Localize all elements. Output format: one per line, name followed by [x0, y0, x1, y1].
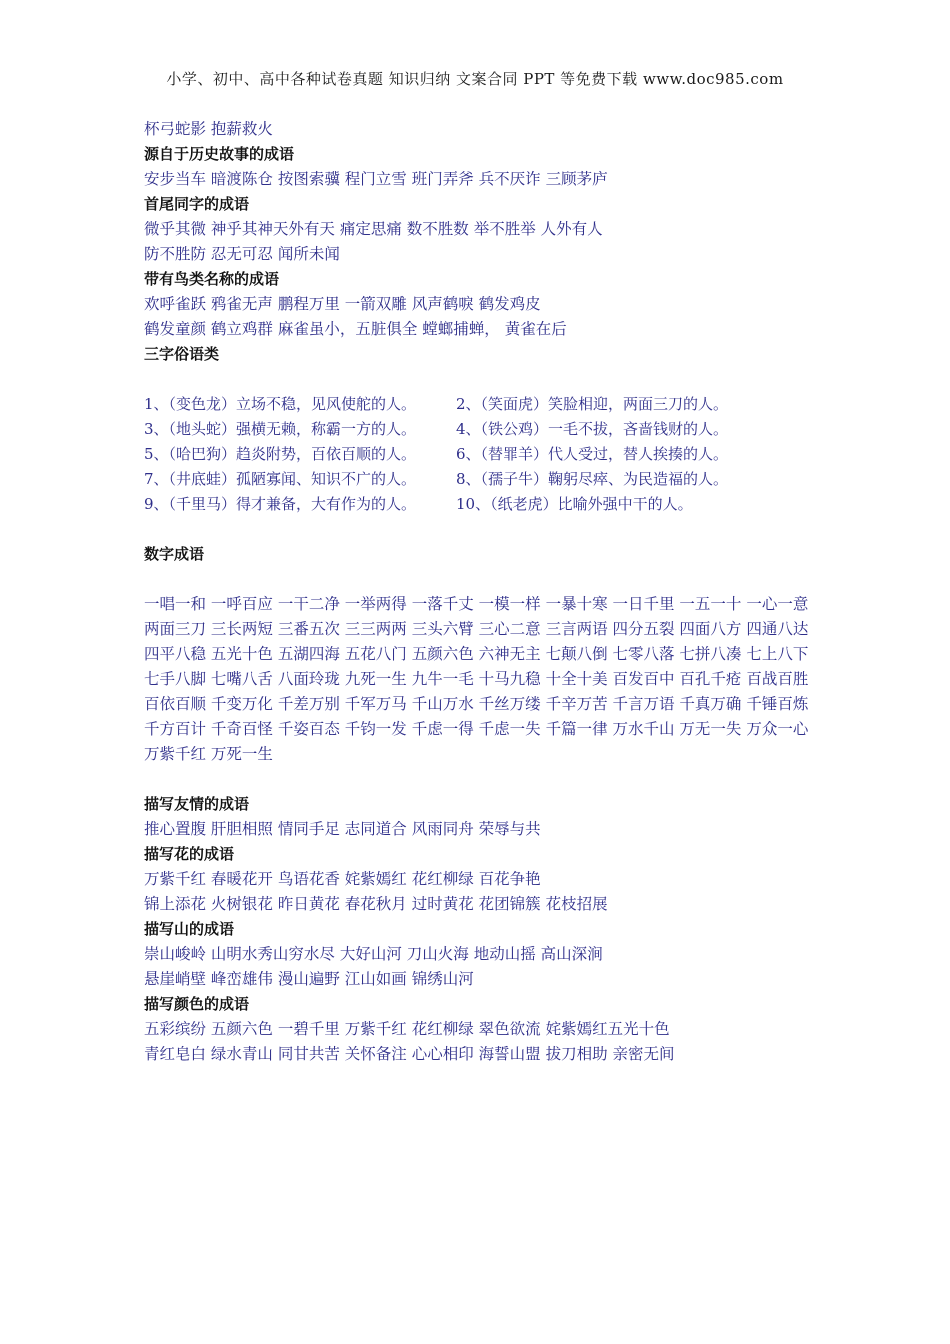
- saying-row: [144, 392, 809, 417]
- idiom-paragraph: 百依百顺 千变万化 千差万别 千军万马 千山万水 千丝万缕 千辛万苦 千言万语 千真万确 千锤百炼: [144, 695, 809, 713]
- saying-item: 9、（千里马）得才兼备，大有作为的人。: [144, 495, 417, 513]
- idiom-line: 防不胜防 忍无可忍 闻所未闻: [144, 245, 340, 263]
- section-heading-birds: 带有鸟类名称的成语: [144, 270, 280, 288]
- saying-item: 6、（替罪羊）代人受过，替人挨揍的人。: [456, 445, 729, 463]
- saying-item: 2、（笑面虎）笑脸相迎，两面三刀的人。: [456, 395, 729, 413]
- saying-item: 3、（地头蛇）强横无赖，称霸一方的人。: [144, 420, 417, 438]
- saying-item: 5、（哈巴狗）趋炎附势，百依百顺的人。: [144, 445, 417, 463]
- document-body: [144, 117, 809, 1067]
- section-heading-friendship: 描写友情的成语: [144, 795, 250, 813]
- spacer: [144, 367, 809, 392]
- saying-item: 7、（井底蛙）孤陋寡闻、知识不广的人。: [144, 470, 417, 488]
- saying-row: [144, 467, 809, 492]
- idiom-line: 推心置腹 肝胆相照 情同手足 志同道合 风雨同舟 荣辱与共: [144, 820, 541, 838]
- idiom-paragraph: 七手八脚 七嘴八舌 八面玲珑 九死一生 九牛一毛 十马九稳 十全十美 百发百中 百孔千疮 百战百胜: [144, 670, 809, 688]
- saying-item: 4、（铁公鸡）一毛不拔，吝啬钱财的人。: [456, 420, 729, 438]
- idiom-paragraph: 四平八稳 五光十色 五湖四海 五花八门 五颜六色 六神无主 七颠八倒 七零八落 七拼八凑 七上八下: [144, 645, 809, 663]
- saying-item: 10、（纸老虎）比喻外强中干的人。: [456, 495, 693, 513]
- page-header: 小学、初中、高中各种试卷真题 知识归纳 文案合同 PPT 等免费下载 www.doc985.com: [166, 70, 784, 88]
- section-heading-same-char: 首尾同字的成语: [144, 195, 250, 213]
- section-heading-history: 源自于历史故事的成语: [144, 145, 295, 163]
- idiom-line: 锦上添花 火树银花 昨日黄花 春花秋月 过时黄花 花团锦簇 花枝招展: [144, 895, 608, 913]
- spacer: [144, 567, 809, 592]
- spacer: [144, 517, 809, 542]
- idiom-line: 悬崖峭壁 峰峦雄伟 漫山遍野 江山如画 锦绣山河: [144, 970, 474, 988]
- idiom-line: 青红皂白 绿水青山 同甘共苦 关怀备注 心心相印 海誓山盟 拔刀相助 亲密无间: [144, 1045, 675, 1063]
- idiom-line: 欢呼雀跃 鸦雀无声 鹏程万里 一箭双雕 风声鹤唳 鹤发鸡皮: [144, 295, 541, 313]
- idiom-line: 鹤发童颜 鹤立鸡群 麻雀虽小，五脏俱全 螳螂捕蝉， 黄雀在后: [144, 320, 567, 338]
- idiom-line: 五彩缤纷 五颜六色 一碧千里 万紫千红 花红柳绿 翠色欲流 姹紫嫣红五光十色: [144, 1020, 670, 1038]
- idiom-paragraph: 万紫千红 万死一生: [144, 745, 273, 763]
- saying-row: [144, 417, 809, 442]
- idiom-line: 崇山峻岭 山明水秀山穷水尽 大好山河 刀山火海 地动山摇 高山深涧: [144, 945, 603, 963]
- idiom-line: 安步当车 暗渡陈仓 按图索骥 程门立雪 班门弄斧 兵不厌诈 三顾茅庐: [144, 170, 608, 188]
- idiom-line: 万紫千红 春暖花开 鸟语花香 姹紫嫣红 花红柳绿 百花争艳: [144, 870, 541, 888]
- idiom-paragraph: 两面三刀 三长两短 三番五次 三三两两 三头六臂 三心二意 三言两语 四分五裂 四面八方 四通八达: [144, 620, 809, 638]
- section-heading-flowers: 描写花的成语: [144, 845, 235, 863]
- saying-item: 8、（孺子牛）鞠躬尽瘁、为民造福的人。: [456, 470, 729, 488]
- section-heading-three-char: 三字俗语类: [144, 345, 220, 363]
- section-heading-numbers: 数字成语: [144, 545, 205, 563]
- idiom-line: 杯弓蛇影 抱薪救火: [144, 120, 273, 138]
- section-heading-colors: 描写颜色的成语: [144, 995, 250, 1013]
- idiom-paragraph: 千方百计 千奇百怪 千姿百态 千钧一发 千虑一得 千虑一失 千篇一律 万水千山 万无一失 万众一心: [144, 720, 809, 738]
- spacer: [144, 767, 809, 792]
- idiom-paragraph: 一唱一和 一呼百应 一干二净 一举两得 一落千丈 一模一样 一暴十寒 一日千里 一五一十 一心一意: [144, 595, 809, 613]
- idiom-line: 微乎其微 神乎其神天外有天 痛定思痛 数不胜数 举不胜举 人外有人: [144, 220, 603, 238]
- saying-row: [144, 492, 809, 517]
- saying-item: 1、（变色龙）立场不稳，见风使舵的人。: [144, 395, 417, 413]
- section-heading-mountains: 描写山的成语: [144, 920, 235, 938]
- saying-row: [144, 442, 809, 467]
